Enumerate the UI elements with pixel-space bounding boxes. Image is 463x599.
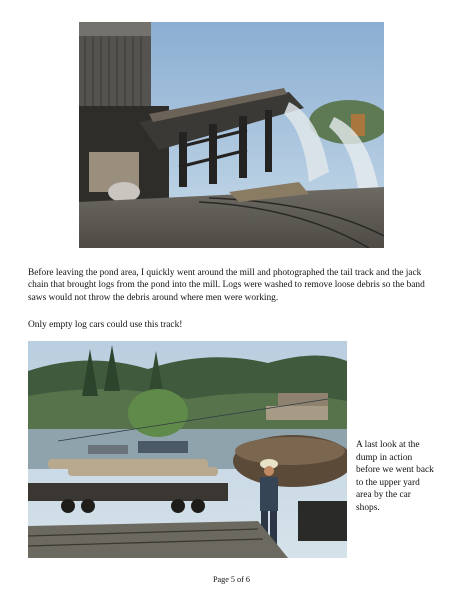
photo-caption: A last look at the dump in action before we went back to the upper yard area by the car shops. (356, 440, 434, 513)
photo-log-dump (28, 341, 347, 558)
body-paragraph-tail-track: Before leaving the pond area, I quickly went around the mill and photographed the tail track and the jack chain that brought logs from the pond into the mill. Logs were washed to remove loose debris so the band saws would not throw the debris around where men were working. (28, 268, 425, 303)
page-number: Page 5 of 6 (212, 575, 251, 584)
photo-mill-jack-chain (79, 22, 384, 248)
body-paragraph-empty-cars: Only empty log cars could use this track! (28, 320, 183, 330)
log-dump-photo-artwork (28, 341, 347, 558)
mill-photo-artwork (79, 22, 384, 248)
